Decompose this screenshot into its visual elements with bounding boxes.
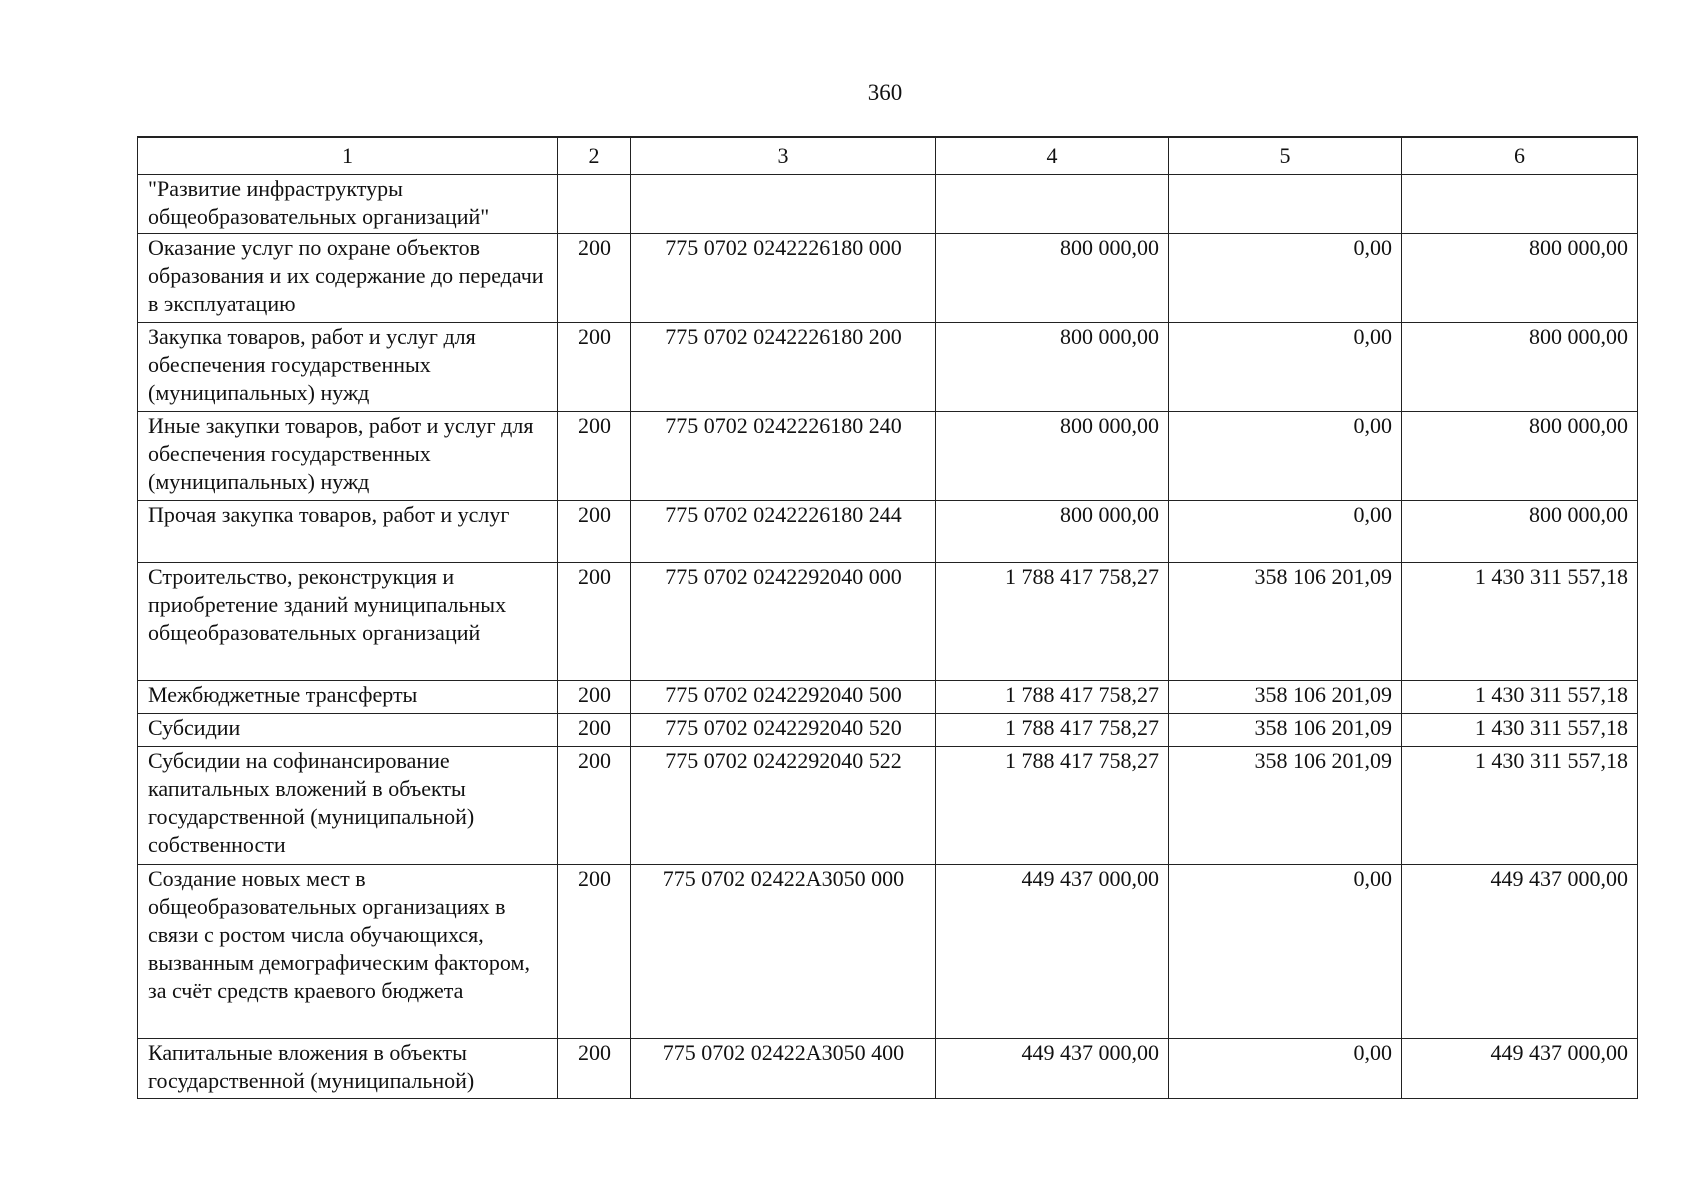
row-value-6: 800 000,00 bbox=[1402, 234, 1638, 323]
header-col-3: 3 bbox=[631, 137, 936, 175]
row-code: 775 0702 0242226180 200 bbox=[631, 323, 936, 412]
row-value-5 bbox=[1169, 175, 1402, 234]
row-name: Межбюджетные трансферты bbox=[138, 681, 558, 714]
page-number: 360 bbox=[867, 80, 903, 105]
row-code: 775 0702 0242226180 000 bbox=[631, 234, 936, 323]
row-name: Субсидии на софинансирование капитальных вложений в объекты государственной (муниципальной) собственности bbox=[138, 747, 558, 865]
row-value-4 bbox=[936, 175, 1169, 234]
table-row bbox=[138, 865, 1638, 1039]
row-value-6: 800 000,00 bbox=[1402, 412, 1638, 501]
row-value-5: 0,00 bbox=[1169, 865, 1402, 1039]
row-value-6: 1 430 311 557,18 bbox=[1402, 747, 1638, 865]
row-value-5: 358 106 201,09 bbox=[1169, 714, 1402, 747]
row-value-5: 0,00 bbox=[1169, 234, 1402, 323]
table-row bbox=[138, 1039, 1638, 1099]
row-value-5: 0,00 bbox=[1169, 412, 1402, 501]
row-name: Капитальные вложения в объекты государственной (муниципальной) bbox=[138, 1039, 558, 1099]
row-value-4: 800 000,00 bbox=[936, 412, 1169, 501]
header-col-2: 2 bbox=[558, 137, 631, 175]
row-value-6: 449 437 000,00 bbox=[1402, 865, 1638, 1039]
row-name: Оказание услуг по охране объектов образования и их содержание до передачи в эксплуатацию bbox=[138, 234, 558, 323]
row-value-5: 358 106 201,09 bbox=[1169, 681, 1402, 714]
table-row bbox=[138, 412, 1638, 501]
table-row bbox=[138, 714, 1638, 747]
row-value-6 bbox=[1402, 175, 1638, 234]
row-value-6: 1 430 311 557,18 bbox=[1402, 563, 1638, 681]
table-row bbox=[138, 234, 1638, 323]
table-row bbox=[138, 681, 1638, 714]
header-row bbox=[138, 137, 1638, 175]
row-value-6: 1 430 311 557,18 bbox=[1402, 681, 1638, 714]
row-code: 775 0702 0242292040 522 bbox=[631, 747, 936, 865]
table-body bbox=[138, 175, 1638, 1099]
row-value-4: 800 000,00 bbox=[936, 234, 1169, 323]
header-col-4: 4 bbox=[936, 137, 1169, 175]
row-value-6: 800 000,00 bbox=[1402, 501, 1638, 563]
table-row bbox=[138, 175, 1638, 234]
row-value-6: 449 437 000,00 bbox=[1402, 1039, 1638, 1099]
row-code: 775 0702 0242292040 500 bbox=[631, 681, 936, 714]
row-name: Создание новых мест в общеобразовательных организациях в связи с ростом числа обучающихся, вызванным демографическим фактором, за счёт средств краевого бюджета bbox=[138, 865, 558, 1039]
row-admin: 200 bbox=[558, 1039, 631, 1099]
row-value-5: 358 106 201,09 bbox=[1169, 563, 1402, 681]
row-admin: 200 bbox=[558, 747, 631, 865]
row-admin: 200 bbox=[558, 563, 631, 681]
table-header bbox=[138, 137, 1638, 175]
row-value-4: 800 000,00 bbox=[936, 323, 1169, 412]
row-code: 775 0702 0242292040 520 bbox=[631, 714, 936, 747]
header-col-6: 6 bbox=[1402, 137, 1638, 175]
table-row bbox=[138, 747, 1638, 865]
row-code: 775 0702 02422А3050 400 bbox=[631, 1039, 936, 1099]
row-code: 775 0702 0242226180 244 bbox=[631, 501, 936, 563]
row-name: Иные закупки товаров, работ и услуг для обеспечения государственных (муниципальных) нужд bbox=[138, 412, 558, 501]
row-value-4: 1 788 417 758,27 bbox=[936, 563, 1169, 681]
row-admin: 200 bbox=[558, 412, 631, 501]
row-value-5: 0,00 bbox=[1169, 501, 1402, 563]
row-value-4: 1 788 417 758,27 bbox=[936, 681, 1169, 714]
table-row bbox=[138, 563, 1638, 681]
row-code: 775 0702 02422А3050 000 bbox=[631, 865, 936, 1039]
row-value-4: 1 788 417 758,27 bbox=[936, 747, 1169, 865]
row-admin bbox=[558, 175, 631, 234]
row-name: Прочая закупка товаров, работ и услуг bbox=[138, 501, 558, 563]
header-col-1: 1 bbox=[138, 137, 558, 175]
row-admin: 200 bbox=[558, 501, 631, 563]
row-admin: 200 bbox=[558, 234, 631, 323]
row-value-5: 0,00 bbox=[1169, 1039, 1402, 1099]
row-admin: 200 bbox=[558, 714, 631, 747]
budget-table bbox=[137, 136, 1638, 1099]
table-row bbox=[138, 323, 1638, 412]
row-name: Субсидии bbox=[138, 714, 558, 747]
row-value-5: 0,00 bbox=[1169, 323, 1402, 412]
header-col-5: 5 bbox=[1169, 137, 1402, 175]
row-value-5: 358 106 201,09 bbox=[1169, 747, 1402, 865]
row-admin: 200 bbox=[558, 681, 631, 714]
row-value-4: 800 000,00 bbox=[936, 501, 1169, 563]
row-name: Строительство, реконструкция и приобретение зданий муниципальных общеобразовательных организаций bbox=[138, 563, 558, 681]
row-admin: 200 bbox=[558, 865, 631, 1039]
row-code: 775 0702 0242292040 000 bbox=[631, 563, 936, 681]
row-value-4: 1 788 417 758,27 bbox=[936, 714, 1169, 747]
row-name: Закупка товаров, работ и услуг для обеспечения государственных (муниципальных) нужд bbox=[138, 323, 558, 412]
row-value-4: 449 437 000,00 bbox=[936, 865, 1169, 1039]
row-value-4: 449 437 000,00 bbox=[936, 1039, 1169, 1099]
row-value-6: 800 000,00 bbox=[1402, 323, 1638, 412]
row-name: "Развитие инфраструктуры общеобразовательных организаций" bbox=[138, 175, 558, 234]
row-admin: 200 bbox=[558, 323, 631, 412]
row-value-6: 1 430 311 557,18 bbox=[1402, 714, 1638, 747]
table-row bbox=[138, 501, 1638, 563]
row-code bbox=[631, 175, 936, 234]
row-code: 775 0702 0242226180 240 bbox=[631, 412, 936, 501]
